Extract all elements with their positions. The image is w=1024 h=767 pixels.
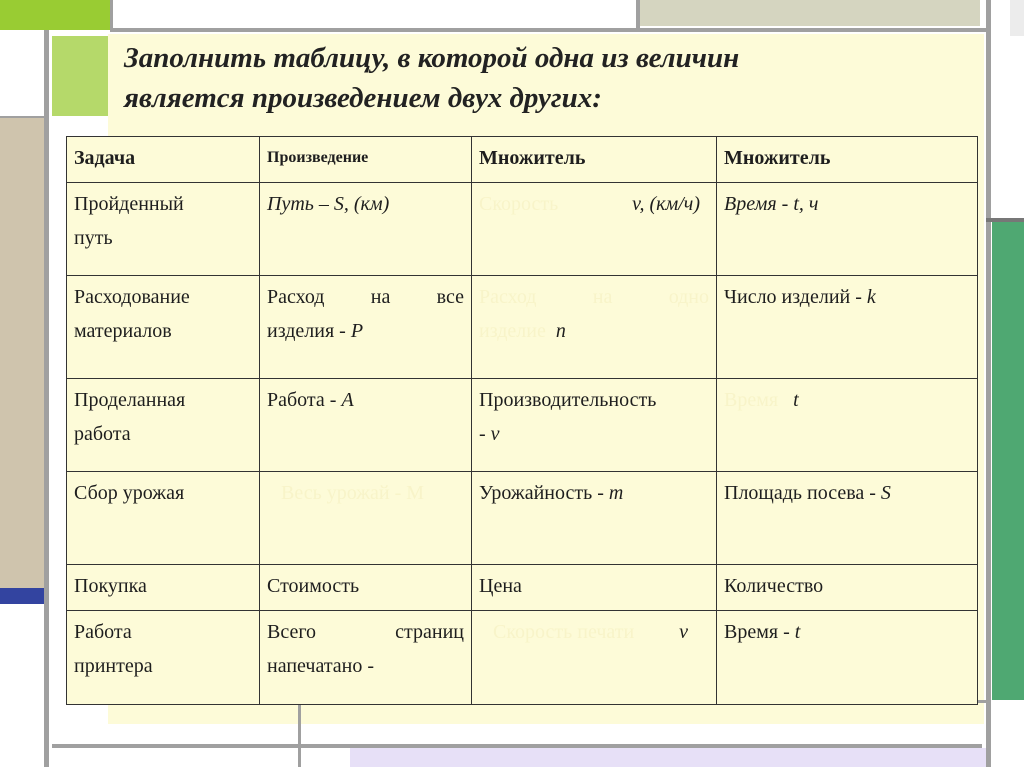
table-row bbox=[67, 472, 978, 565]
cell-text: Работа - bbox=[267, 389, 342, 411]
decor-lavender-strip bbox=[350, 748, 986, 767]
table-header-row bbox=[67, 137, 978, 183]
cell-text: материалов bbox=[74, 320, 172, 342]
cell-variable: S bbox=[880, 482, 891, 504]
cell-text: Урожайность - bbox=[479, 482, 609, 504]
cell-text: Число изделий - bbox=[724, 286, 867, 308]
cell-product bbox=[260, 611, 472, 705]
decor-line bbox=[298, 700, 301, 767]
cell-text: работа bbox=[74, 423, 131, 445]
cell-factor-1 bbox=[472, 472, 717, 565]
cell-factor-1 bbox=[472, 183, 717, 276]
cell-text: Расход на все bbox=[267, 286, 464, 308]
cell-text: Время - t, ч bbox=[724, 193, 819, 215]
table-row bbox=[67, 183, 978, 276]
cell-product: Стоимость bbox=[260, 565, 472, 611]
hidden-answer: Время bbox=[724, 389, 779, 411]
decor-grey-block bbox=[640, 0, 980, 26]
cell-product bbox=[260, 472, 472, 565]
decor-blue-strip bbox=[0, 588, 44, 604]
decor-line bbox=[110, 0, 113, 30]
cell-task: Покупка bbox=[67, 565, 260, 611]
cell-task bbox=[67, 276, 260, 379]
cell-variable: k bbox=[866, 286, 876, 308]
cell-factor-2 bbox=[717, 472, 978, 565]
cell-task bbox=[67, 183, 260, 276]
cell-variable: t bbox=[794, 621, 801, 643]
cell-product bbox=[260, 379, 472, 472]
cell-variable: m bbox=[608, 482, 624, 504]
table-row bbox=[67, 379, 978, 472]
cell-product bbox=[260, 183, 472, 276]
cell-factor-2: Количество bbox=[717, 565, 978, 611]
cell-variable: t bbox=[793, 389, 799, 411]
hidden-answer: Скорость bbox=[479, 193, 559, 215]
cell-factor-2 bbox=[717, 611, 978, 705]
cell-factor-1 bbox=[472, 276, 717, 379]
header-task: Задача bbox=[67, 137, 260, 183]
cell-variable: A bbox=[341, 389, 354, 411]
decor-block bbox=[1010, 0, 1024, 36]
cell-text: Проделанная bbox=[74, 389, 186, 411]
table-row bbox=[67, 565, 978, 611]
header-factor-1: Множитель bbox=[472, 137, 717, 183]
decor-left-rule bbox=[44, 30, 49, 767]
cell-variable: v bbox=[679, 621, 688, 643]
cell-text: Пройденный bbox=[74, 193, 184, 215]
cell-variable: n bbox=[555, 320, 566, 342]
title-line-2: является произведением двух других: bbox=[124, 82, 602, 114]
cell-task: Сбор урожая bbox=[67, 472, 260, 565]
decor-lightgreen-block bbox=[52, 36, 108, 116]
decor-green-block bbox=[0, 0, 110, 30]
cell-factor-2 bbox=[717, 379, 978, 472]
cell-variable: P bbox=[350, 320, 364, 342]
cell-product bbox=[260, 276, 472, 379]
cell-factor-2 bbox=[717, 183, 978, 276]
header-product: Произведение bbox=[260, 137, 472, 183]
cell-variable: v, (км/ч) bbox=[632, 193, 700, 215]
decor-tan-strip bbox=[0, 118, 44, 588]
cell-task bbox=[67, 379, 260, 472]
cell-text: Площадь посева - bbox=[724, 482, 881, 504]
cell-text: Путь – S, (км) bbox=[267, 193, 390, 215]
decor-right-rule bbox=[986, 0, 991, 767]
hidden-answer: изделие bbox=[479, 320, 546, 342]
cell-task bbox=[67, 611, 260, 705]
cell-text: - bbox=[479, 423, 491, 445]
cell-factor-2 bbox=[717, 276, 978, 379]
header-factor-2: Множитель bbox=[717, 137, 978, 183]
cell-text: Производительность bbox=[479, 389, 657, 411]
cell-text: принтера bbox=[74, 655, 153, 677]
cell-factor-1: Цена bbox=[472, 565, 717, 611]
table-row bbox=[67, 611, 978, 705]
decor-top-rule bbox=[110, 28, 990, 32]
hidden-answer: Расход на одно bbox=[479, 286, 709, 308]
title-line-1: Заполнить таблицу, в которой одна из величин bbox=[124, 42, 740, 74]
cell-text: Работа bbox=[74, 621, 132, 643]
cell-variable: v bbox=[490, 423, 500, 445]
cell-text: путь bbox=[74, 227, 113, 249]
hidden-answer: Скорость печати bbox=[493, 621, 635, 643]
cell-text: напечатано - bbox=[267, 655, 375, 677]
cell-text: изделия - bbox=[267, 320, 351, 342]
cell-text: Время - bbox=[724, 621, 795, 643]
cell-text: Всего страниц bbox=[267, 621, 464, 643]
product-table bbox=[66, 136, 978, 705]
hidden-answer: Весь урожай - М bbox=[281, 482, 425, 504]
cell-factor-1 bbox=[472, 611, 717, 705]
decor-green-strip bbox=[992, 222, 1024, 700]
slide-title bbox=[124, 38, 964, 118]
table-row bbox=[67, 276, 978, 379]
cell-factor-1 bbox=[472, 379, 717, 472]
cell-text: Расходование bbox=[74, 286, 190, 308]
